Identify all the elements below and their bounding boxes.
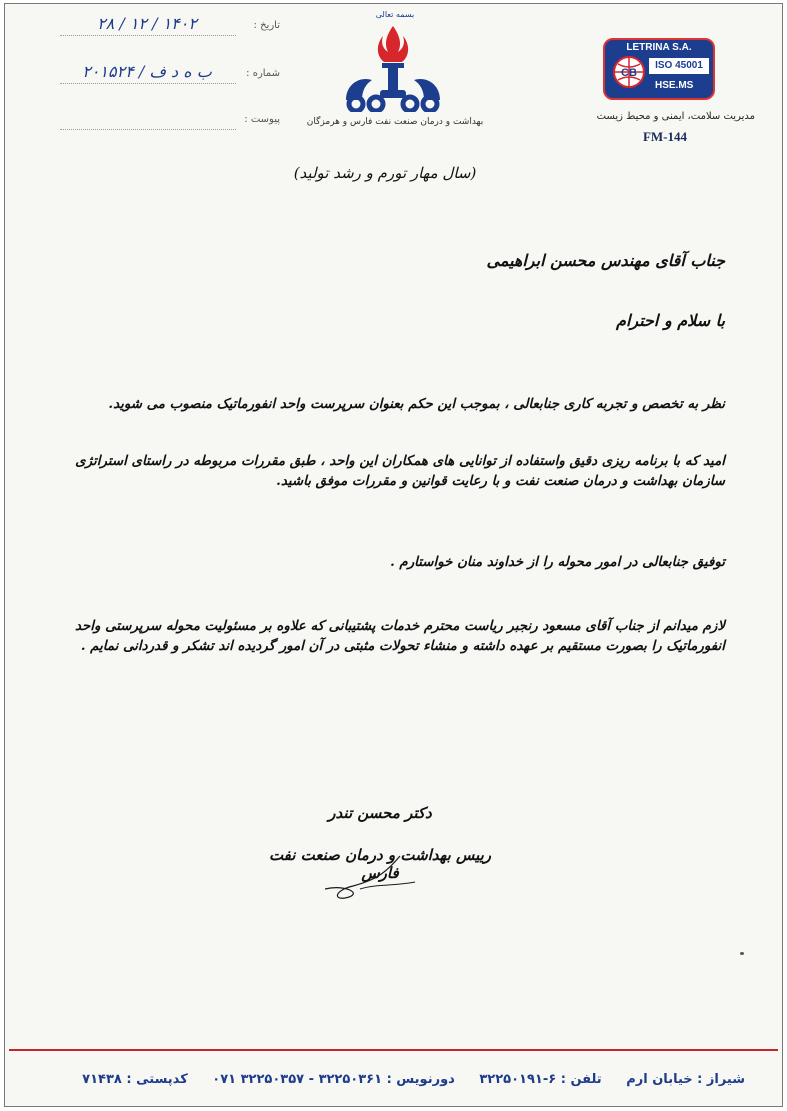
signature-icon	[305, 834, 445, 904]
footer-address: شیراز : خیابان ارم	[626, 1072, 745, 1087]
footer-phone: تلفن : ۶-۳۲۲۵۰۱۹۱	[479, 1072, 602, 1087]
letter-page	[4, 3, 783, 1107]
body-paragraph-appointment: نظر به تخصص و تجربه کاری جنابعالی ، بموجب این حکم بعنوان سرپرست واحد انفورماتیک منصوب می شوید.	[108, 396, 725, 412]
signatory-name: دکتر محسن تندر	[328, 804, 432, 822]
certification-company: LETRINA S.A.	[626, 42, 692, 53]
hse-system: HSE.MS	[655, 80, 694, 91]
svg-text:CB: CB	[621, 67, 637, 79]
date-label: تاریخ :	[253, 20, 280, 31]
date-dotted-line	[60, 35, 236, 36]
form-code: FM-144	[642, 129, 688, 144]
footer-postal-code: کدپستی : ۷۱۴۳۸	[82, 1072, 188, 1087]
globe-icon	[611, 54, 647, 90]
body-paragraph-wishes: توفیق جنابعالی در امور محوله را از خداوند منان خواستارم .	[390, 554, 725, 570]
organization-name: بهداشت و درمان صنعت نفت فارس و هرمزگان	[306, 117, 484, 127]
paper-speck	[740, 952, 744, 955]
oil-company-logo-icon	[338, 24, 448, 112]
management-subtitle: مدیریت سلامت، ایمنی و محیط زیست	[596, 111, 755, 122]
attachment-row	[40, 110, 280, 132]
signatory-title: رییس بهداشت و درمان صنعت نفت فارس	[268, 846, 492, 882]
attachment-dotted-line	[60, 129, 236, 130]
iso-standard: ISO 45001	[649, 58, 709, 74]
year-motto: (سال مهار تورم و رشد تولید)	[293, 164, 477, 182]
certification-badge	[603, 38, 715, 100]
date-value: ۱۴۰۲ / ۱۲ / ۲۸	[97, 14, 197, 33]
addressee: جناب آقای مهندس محسن ابراهیمی	[486, 251, 725, 270]
greeting: با سلام و احترام	[616, 311, 725, 330]
number-dotted-line	[60, 83, 236, 84]
footer-contact	[17, 1072, 745, 1087]
number-value: ب ه د ف / ۲۰۱۵۲۴	[82, 62, 212, 81]
number-row	[40, 64, 280, 86]
bismillah: بسمه تعالی	[375, 10, 415, 19]
date-row	[40, 16, 280, 38]
footer-fax: دورنویس : ۳۲۲۵۰۳۶۱ - ۳۲۲۵۰۳۵۷ ۰۷۱	[212, 1072, 455, 1087]
number-label: شماره :	[246, 68, 280, 79]
body-paragraph-acknowledgement: لازم میدانم از جناب آقای مسعود رنجبر ریاست محترم خدمات پشتیبانی که علاوه بر مسئولیت محوله سرپرستی واحد انفورماتیک را بصورت مستقیم بر عهده داشته و منشاء تحولات مثبتی در آن امور گردیده اند تشکر و قدردانی نمایم .	[74, 618, 725, 654]
attachment-label: پیوست :	[244, 114, 280, 125]
footer-rule	[9, 1049, 778, 1051]
body-paragraph-expectation: امید که با برنامه ریزی دقیق واستفاده از توانایی های همکاران این واحد ، طبق مقررات مربوطه در راستای استراتژی سازمان بهداشت و درمان صنعت نفت و با رعایت قوانین و مقررات موفق باشید.	[75, 453, 725, 489]
